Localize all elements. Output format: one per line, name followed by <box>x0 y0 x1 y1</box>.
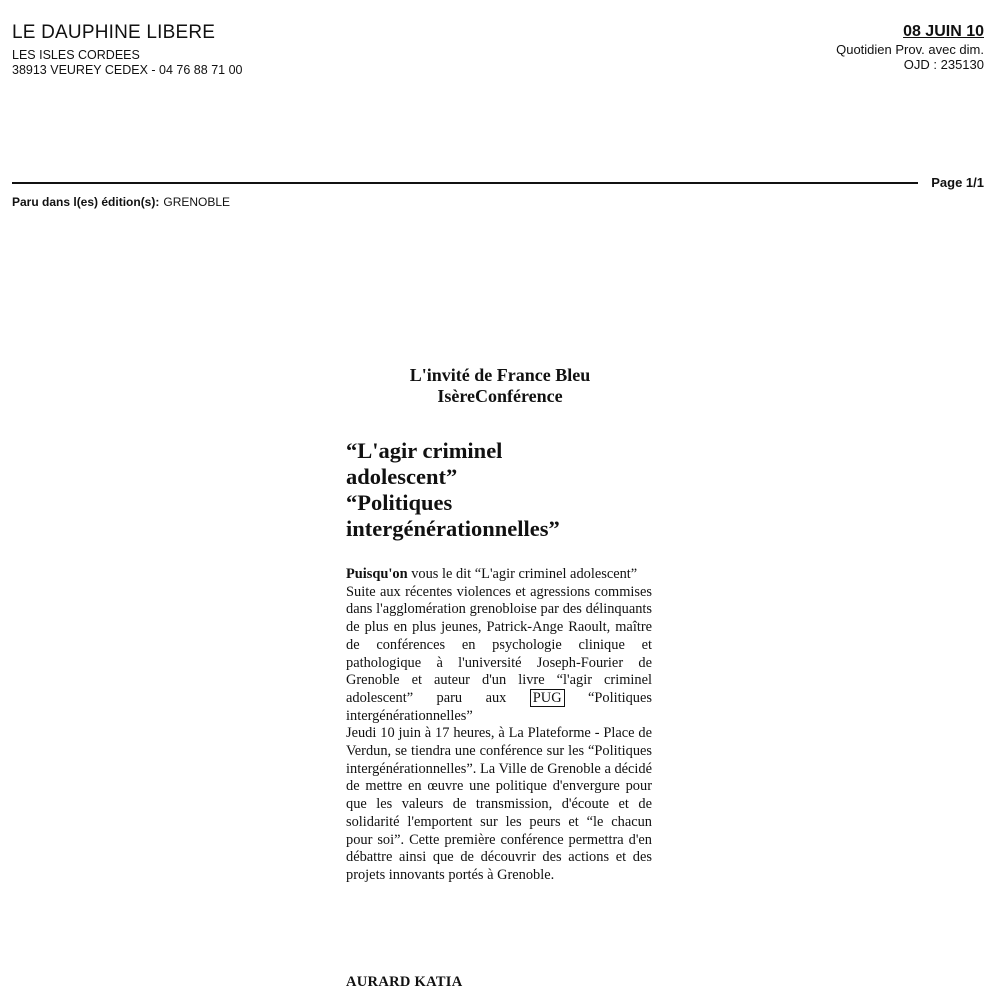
edition-line <box>12 195 230 209</box>
publication-name: LE DAUPHINE LIBERE <box>12 22 216 43</box>
publication-frequency: Quotidien Prov. avec dim. <box>836 42 984 57</box>
article-author: AURARD KATIA <box>346 974 463 990</box>
publication-ojd: OJD : 235130 <box>903 57 984 72</box>
paragraph-2-text: Suite aux récentes violences et agressions commises dans l'agglomération grenobloise par des délinquants de plus en plus jeunes, Patrick-Ange Raoult, maître de conférences en psychologie clinique et pathologique à l'université Joseph-Fourier de Grenoble et auteur d'un livre “l'agir criminel adolescent” paru aux <box>346 583 652 706</box>
publication-header <box>12 22 242 78</box>
headline-line: intergénérationnelles” <box>346 516 560 541</box>
paragraph-2-tail: “Politiques intergénérationnelles” <box>346 689 652 724</box>
publication-date: 08 JUIN 10 <box>903 23 984 40</box>
headline-line: “L'agir criminel <box>346 438 503 463</box>
edition-label: Paru dans l(es) édition(s): <box>12 195 160 209</box>
header-divider <box>12 182 918 184</box>
article-headline <box>346 438 666 542</box>
publication-meta <box>836 22 984 72</box>
kicker-line: IsèreConférence <box>437 386 563 406</box>
headline-line: adolescent” <box>346 464 458 489</box>
article-body <box>346 566 652 885</box>
edition-value: GRENOBLE <box>163 195 231 209</box>
paragraph-3: Jeudi 10 juin à 17 heures, à La Plateforme - Place de Verdun, se tiendra une conférence sur les “Politiques intergénérationnelles”. La Ville de Grenoble a décidé de mettre en œuvre une politique d'envergure pour que les valeurs de transmission, d'écoute et de solidarité l'emportent sur les peurs et “le chacun pour soi”. Cette première conférence permettra d'en débattre ainsi que de découvrir des actions et des projets innovants portés à Grenoble. <box>346 725 652 883</box>
article-kicker <box>350 365 650 407</box>
paragraph-1 <box>346 566 652 584</box>
headline-line: “Politiques <box>346 490 453 515</box>
paragraph-2 <box>346 584 652 726</box>
paragraph-1-text: vous le dit “L'agir criminel adolescent” <box>407 566 638 582</box>
lead-word: Puisqu'on <box>346 566 408 582</box>
kicker-line: L'invité de France Bleu <box>409 365 591 385</box>
page-number: Page 1/1 <box>931 175 984 190</box>
publication-address-line1: LES ISLES CORDEES <box>12 48 140 62</box>
publisher-highlight: PUG <box>530 689 565 707</box>
publication-address-line2: 38913 VEUREY CEDEX - 04 76 88 71 00 <box>12 63 243 77</box>
